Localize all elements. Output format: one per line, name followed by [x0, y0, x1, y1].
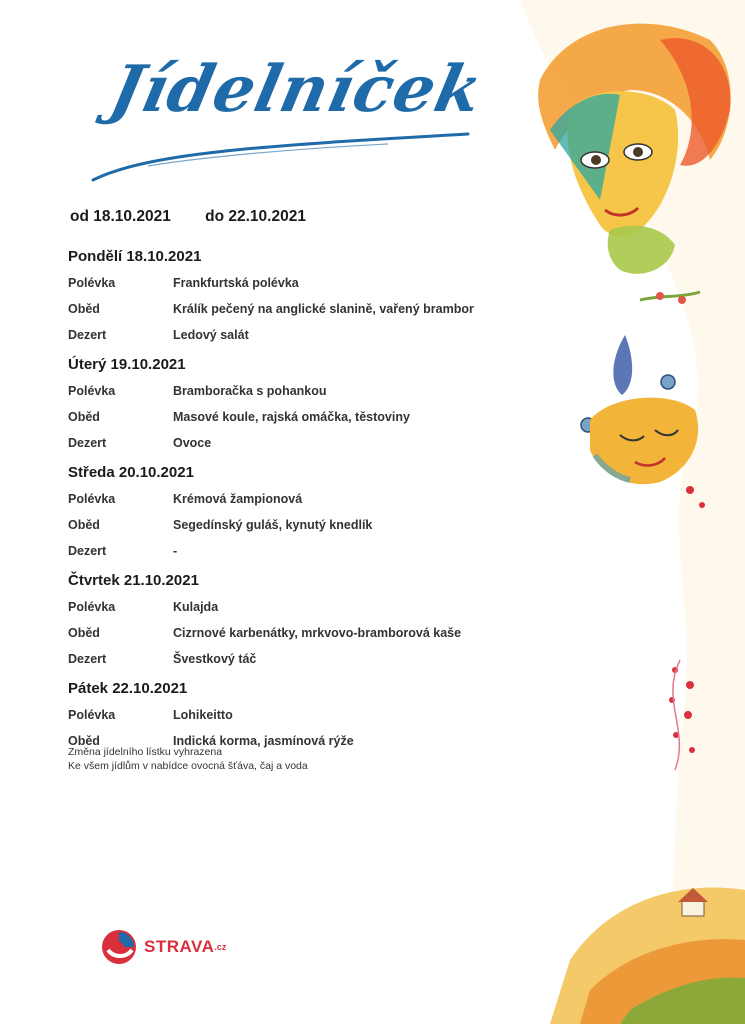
day-title: Středa 20.10.2021 [68, 464, 194, 481]
row-value: Indická korma, jasmínová rýže [173, 734, 354, 748]
row-label: Polévka [68, 384, 116, 398]
row-label: Dezert [68, 544, 107, 558]
row-label: Dezert [68, 328, 107, 342]
row-value: Cizrnové karbenátky, mrkvovo-bramborová kaše [173, 626, 462, 640]
row-label: Oběd [68, 410, 100, 424]
day-title: Pátek 22.10.2021 [68, 680, 188, 697]
decorative-illustration [510, 0, 745, 1024]
menu-notes [68, 745, 308, 773]
day-wednesday [68, 460, 548, 564]
title-swash-decoration [88, 118, 478, 188]
menu-row-lunch [68, 620, 548, 646]
day-title: Čtvrtek 21.10.2021 [68, 572, 199, 589]
row-value: Segedínský guláš, kynutý knedlík [173, 518, 373, 532]
day-thursday [68, 568, 548, 672]
row-value: Králík pečený na anglické slanině, vařený brambor [173, 302, 474, 316]
row-label: Oběd [68, 302, 100, 316]
row-value: Krémová žampionová [173, 492, 303, 506]
menu-row-soup [68, 702, 548, 728]
row-value: Kulajda [173, 600, 219, 614]
row-label: Dezert [68, 436, 107, 450]
note-change-reserved: Změna jídelního lístku vyhrazena [68, 746, 223, 758]
day-title: Úterý 19.10.2021 [68, 356, 186, 373]
page-title: Jídelníček [104, 52, 490, 127]
weekly-menu [68, 244, 548, 758]
row-value: Bramboračka s pohankou [173, 384, 327, 398]
day-tuesday [68, 352, 548, 456]
menu-row-dessert [68, 646, 548, 672]
row-value: Lohikeitto [173, 708, 233, 722]
day-title: Pondělí 18.10.2021 [68, 248, 202, 265]
menu-row-dessert [68, 430, 548, 456]
row-label: Oběd [68, 518, 100, 532]
menu-row-lunch [68, 512, 548, 538]
row-value: - [173, 544, 178, 558]
row-value: Ovoce [173, 436, 212, 450]
day-friday [68, 676, 548, 754]
row-label: Polévka [68, 492, 116, 506]
row-value: Švestkový táč [173, 652, 257, 666]
menu-row-soup [68, 270, 548, 296]
row-label: Dezert [68, 652, 107, 666]
logo-text: STRAVA [144, 937, 215, 956]
row-label: Polévka [68, 600, 116, 614]
logo-suffix: .cz [214, 942, 227, 952]
date-range [70, 208, 336, 226]
date-from: od 18.10.2021 [70, 208, 171, 225]
menu-row-dessert [68, 322, 548, 348]
menu-row-soup [68, 594, 548, 620]
row-label: Oběd [68, 734, 100, 748]
row-value: Ledový salát [173, 328, 249, 342]
row-value: Frankfurtská polévka [173, 276, 299, 290]
row-value: Masové koule, rajská omáčka, těstoviny [173, 410, 410, 424]
row-label: Polévka [68, 708, 116, 722]
menu-row-soup [68, 486, 548, 512]
menu-row-lunch [68, 296, 548, 322]
row-label: Polévka [68, 276, 116, 290]
menu-row-dessert [68, 538, 548, 564]
note-drinks: Ke všem jídlům v nabídce ovocná šťáva, čaj a voda [68, 760, 308, 772]
row-label: Oběd [68, 626, 100, 640]
date-to: do 22.10.2021 [205, 208, 306, 225]
menu-row-soup [68, 378, 548, 404]
strava-logo-icon [100, 928, 138, 966]
strava-logo [100, 928, 226, 966]
day-monday [68, 244, 548, 348]
menu-row-lunch [68, 404, 548, 430]
